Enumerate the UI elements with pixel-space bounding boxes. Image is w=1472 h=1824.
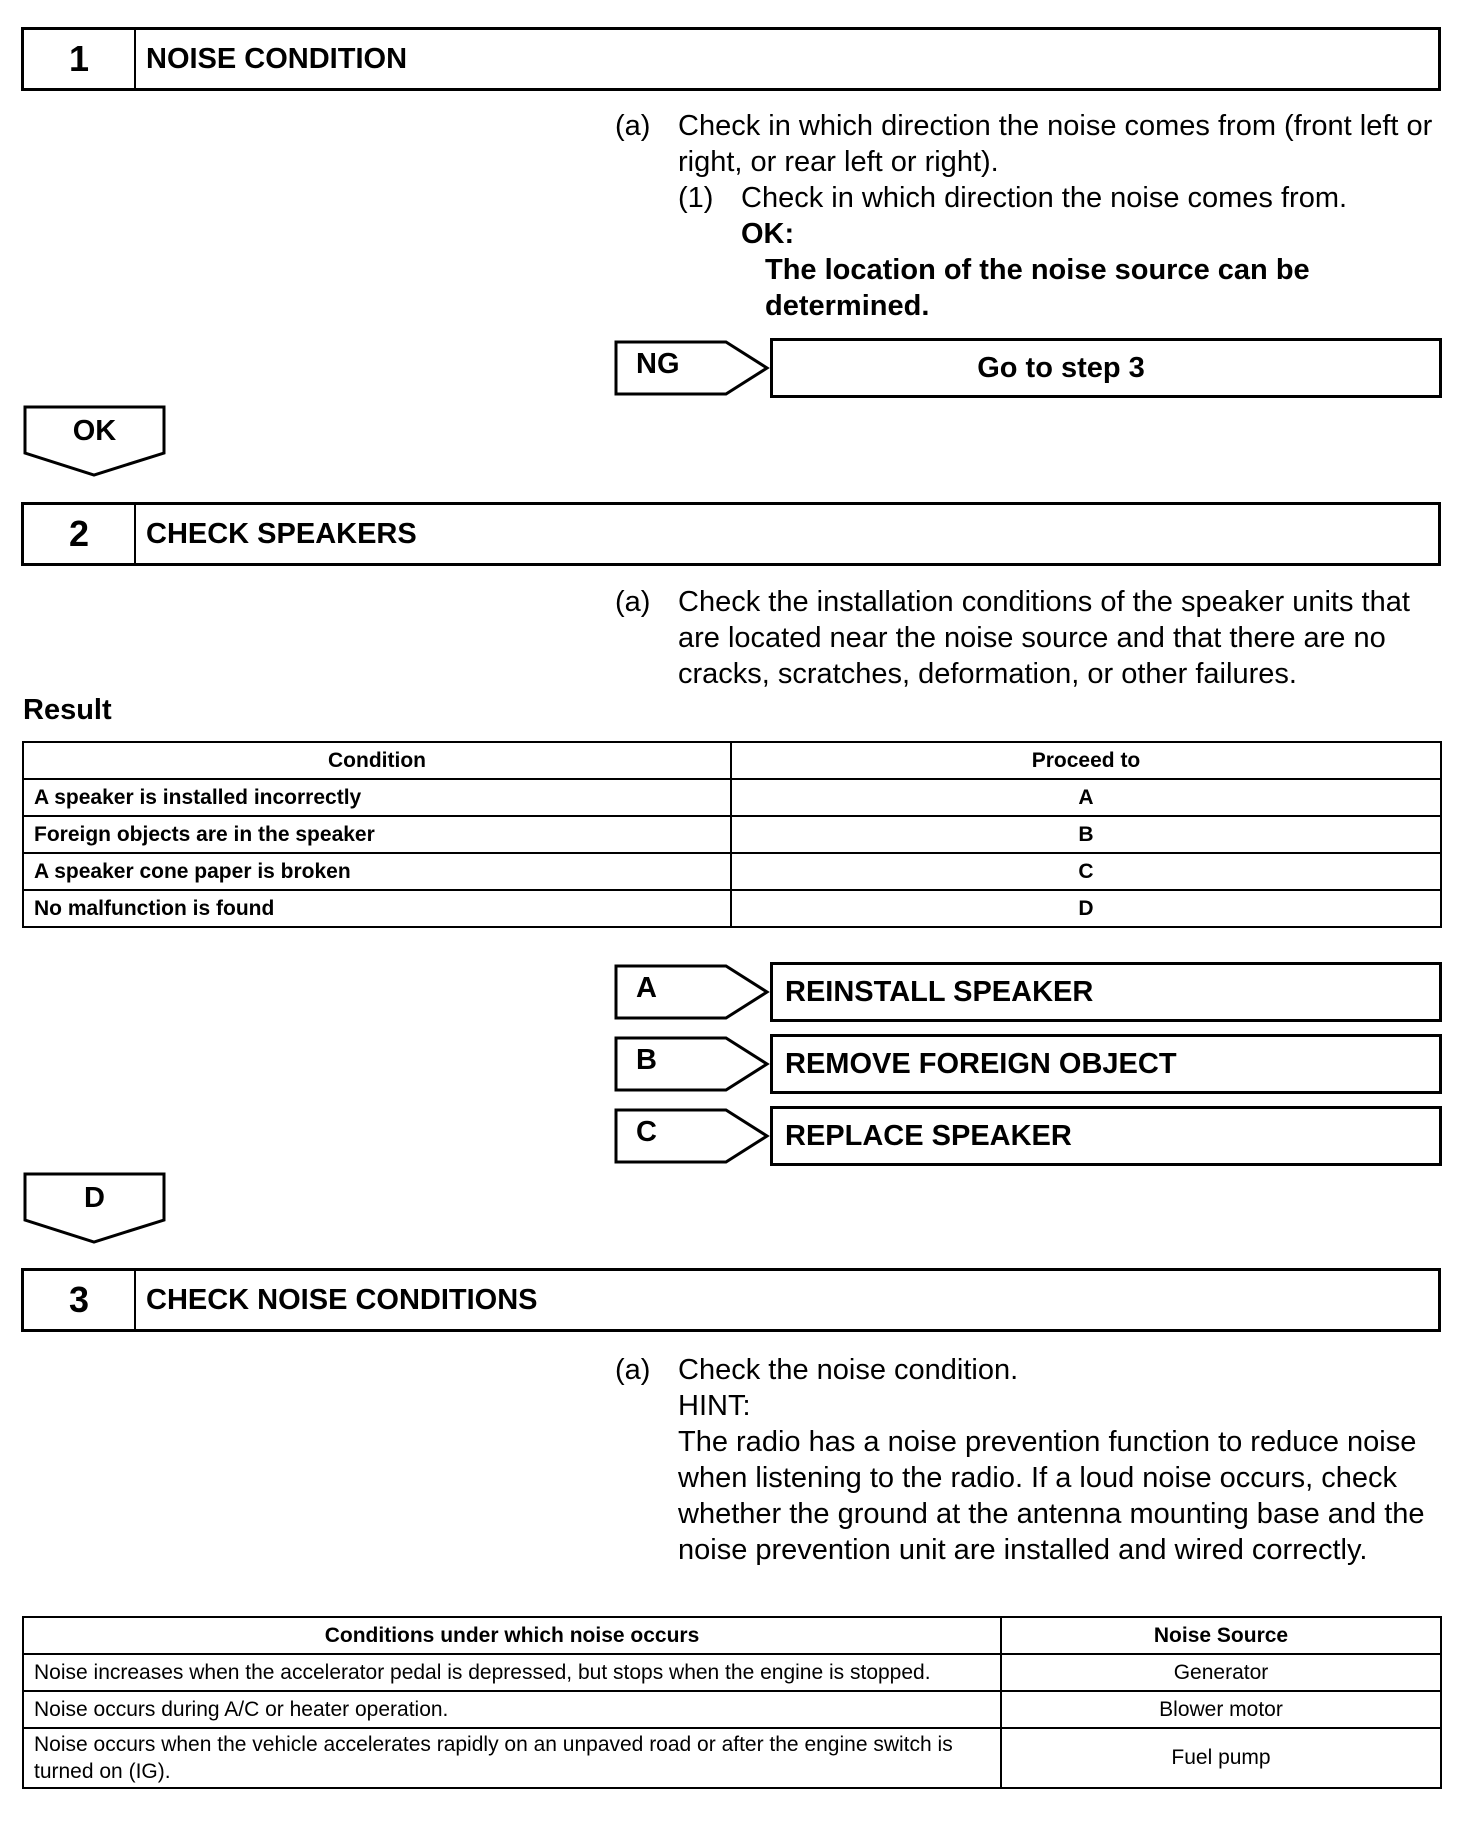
ok-criteria-label: OK: — [741, 218, 795, 250]
ok-tag-label: OK — [72, 415, 117, 447]
step-2-header — [21, 502, 1441, 566]
step-3-header — [21, 1268, 1441, 1332]
table-row — [23, 1654, 1441, 1691]
ok-branch-tag — [23, 405, 166, 477]
condition-cell: A speaker cone paper is broken — [23, 853, 731, 890]
item-label: (a) — [615, 110, 651, 142]
result-label: Result — [23, 694, 112, 726]
condition-cell: Foreign objects are in the speaker — [23, 816, 731, 853]
table-row — [23, 779, 1441, 816]
table-row — [23, 1728, 1441, 1788]
noise-source-table — [22, 1616, 1442, 1789]
instruction-text: Check the noise condition. — [678, 1354, 1019, 1386]
condition-cell: A speaker is installed incorrectly — [23, 779, 731, 816]
branch-tag-c — [614, 1108, 772, 1164]
table-row — [23, 1691, 1441, 1728]
ng-tag-label: NG — [636, 348, 680, 380]
proceed-cell: D — [731, 890, 1441, 927]
condition-cell: Noise occurs when the vehicle accelerates rapidly on an unpaved road or after the engine switch is turned on (IG). — [23, 1728, 1001, 1788]
step-number: 1 — [24, 30, 136, 88]
ok-criteria-text: The location of the noise source can be determined. — [765, 254, 1310, 322]
column-header: Conditions under which noise occurs — [23, 1617, 1001, 1654]
noise-source-cell: Generator — [1001, 1654, 1441, 1691]
proceed-cell: A — [731, 779, 1441, 816]
column-header: Proceed to — [731, 742, 1441, 779]
step-2-instruction — [615, 584, 1445, 692]
condition-cell: Noise occurs during A/C or heater operation. — [23, 1691, 1001, 1728]
reinstall-speaker-box[interactable]: REINSTALL SPEAKER — [770, 962, 1442, 1022]
table-row — [23, 816, 1441, 853]
table-row — [23, 890, 1441, 927]
table-header-row — [23, 742, 1441, 779]
ng-action-box[interactable]: Go to step 3 — [770, 338, 1442, 398]
d-tag-label: D — [84, 1182, 105, 1214]
item-label: (a) — [615, 1354, 651, 1386]
branch-tag-label: C — [636, 1116, 657, 1148]
item-label: (a) — [615, 586, 651, 618]
step-number: 3 — [24, 1271, 136, 1329]
condition-cell: Noise increases when the accelerator pedal is depressed, but stops when the engine is stopped. — [23, 1654, 1001, 1691]
hint-text: The radio has a noise prevention function to reduce noise when listening to the radio. If a loud noise occurs, check whether the ground at the antenna mounting base and the noise prevention unit are installed and wired correctly. — [678, 1426, 1425, 1566]
table-row — [23, 853, 1441, 890]
step-3-instruction — [615, 1352, 1445, 1568]
step-number: 2 — [24, 505, 136, 563]
noise-source-cell: Fuel pump — [1001, 1728, 1441, 1788]
d-branch-tag — [23, 1172, 166, 1244]
noise-source-cell: Blower motor — [1001, 1691, 1441, 1728]
step-title: NOISE CONDITION — [146, 42, 408, 75]
column-header: Noise Source — [1001, 1617, 1441, 1654]
remove-foreign-object-box[interactable]: REMOVE FOREIGN OBJECT — [770, 1034, 1442, 1094]
result-table — [22, 741, 1442, 928]
hint-label: HINT: — [678, 1390, 751, 1422]
proceed-cell: C — [731, 853, 1441, 890]
sub-item-label: (1) — [678, 182, 714, 214]
branch-tag-label: A — [636, 972, 657, 1004]
branch-tag-a — [614, 964, 772, 1020]
instruction-text: Check in which direction the noise comes from (front left or right, or rear left or right). — [678, 110, 1433, 178]
step-1-instruction — [615, 108, 1445, 324]
branch-tag-label: B — [636, 1044, 657, 1076]
step-title: CHECK SPEAKERS — [146, 517, 417, 550]
instruction-text: Check the installation conditions of the speaker units that are located near the noise source and that there are no cracks, scratches, deformation, or other failures. — [678, 586, 1410, 690]
step-1-header — [21, 27, 1441, 91]
step-title: CHECK NOISE CONDITIONS — [146, 1283, 538, 1316]
proceed-cell: B — [731, 816, 1441, 853]
branch-tag-b — [614, 1036, 772, 1092]
sub-instruction-text: Check in which direction the noise comes from. — [741, 182, 1348, 214]
column-header: Condition — [23, 742, 731, 779]
condition-cell: No malfunction is found — [23, 890, 731, 927]
replace-speaker-box[interactable]: REPLACE SPEAKER — [770, 1106, 1442, 1166]
ng-branch-tag — [614, 340, 772, 396]
table-header-row — [23, 1617, 1441, 1654]
